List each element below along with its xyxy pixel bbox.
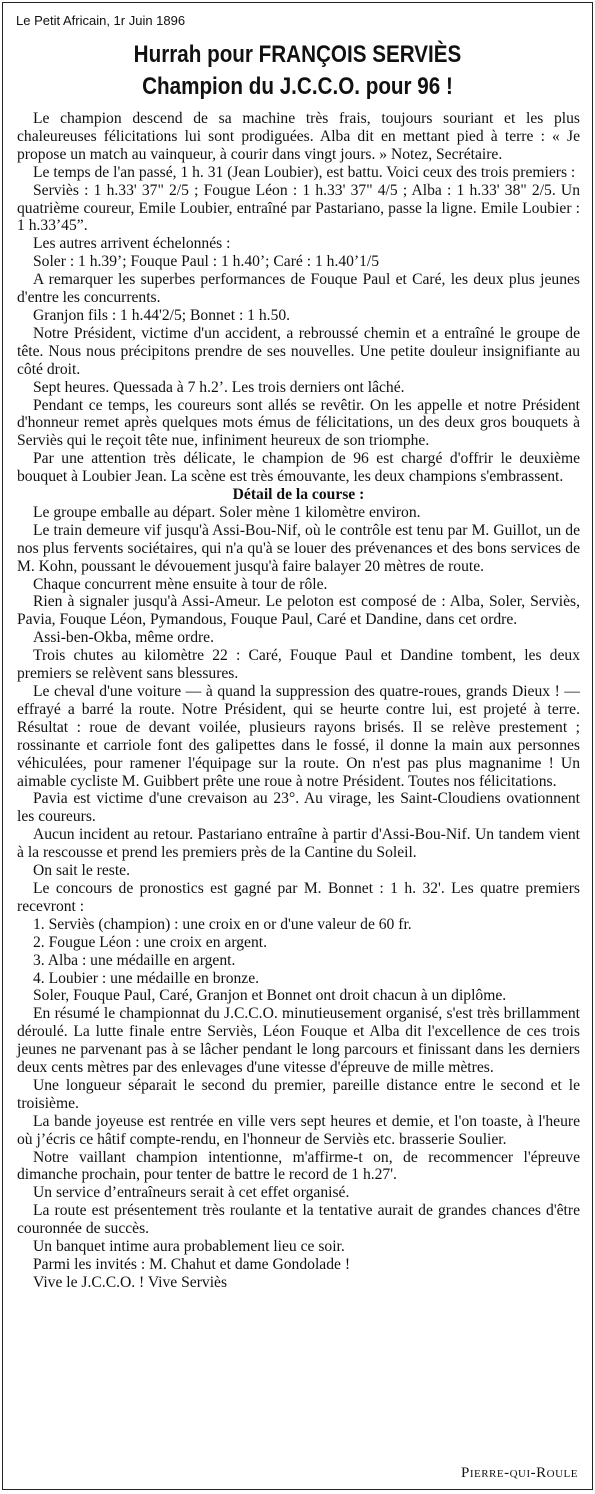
paragraph: Vive le J.C.C.O. ! Vive Serviès	[33, 1273, 228, 1291]
title-line-1: Hurrah pour FRANÇOIS SERVIÈS	[133, 41, 462, 68]
paragraph: Soler : 1 h.39’; Fouque Paul : 1 h.40’; Caré : 1 h.40’1/5	[33, 253, 380, 271]
prize-item: 2. Fougue Léon : une croix en argent.	[33, 933, 267, 951]
prize-item: 1. Serviès (champion) : une croix en or d'une valeur de 60 fr.	[33, 915, 412, 933]
paragraph: On sait le reste.	[33, 862, 130, 880]
paragraph: La bande joyeuse est rentrée en ville vers sept heures et demie, et l'on toaste, à l'heure où j’écris ce hâtif compte-rendu, en l'honneur de Serviès etc. brasserie Soulier.	[17, 1112, 580, 1148]
paragraph: Notre Président, victime d'un accident, a rebroussé chemin et a entraîné le groupe de tête. Nous nous précipitons prendre de ses nouvelles. Une petite douleur insignifiante au côté droit.	[17, 324, 580, 378]
prize-item: 4. Loubier : une médaille en bronze.	[33, 969, 260, 987]
newspaper-header: Le Petit Africain, 1r Juin 1896	[16, 13, 186, 28]
paragraph: Un banquet intime aura probablement lieu ce soir.	[33, 1238, 345, 1256]
paragraph: Un service d’entraîneurs serait à cet effet organisé.	[33, 1184, 350, 1202]
paragraph: La route est présentement très roulante et la tentative aurait de grandes chances d'être couronnée de succès.	[17, 1202, 580, 1238]
paragraph: Soler, Fouque Paul, Caré, Granjon et Bonnet ont droit chacun à un diplôme.	[33, 987, 507, 1005]
paragraph: Aucun incident au retour. Pastariano entraîne à partir d'Assi-Bou-Nif. Un tandem vient à la rescousse et prend les premiers près de la Cantine du Soleil.	[17, 826, 580, 862]
paragraph: Sept heures. Quessada à 7 h.2’. Les trois derniers ont lâché.	[33, 378, 405, 396]
paragraph: Le cheval d'une voiture — à quand la suppression des quatre-roues, grands Dieux ! — effrayé a barré la route. Notre Président, qui se heurte contre lui, est projeté à terre. Résultat : roue de devant voilée, plusieurs rayons brisés. Il se relève prestement ; rossinante et carriole font des galipettes dans le fossé, il donne la main aux personnes véhiculées, pour ramener l'équipage sur la route. On n'est pas plus magnanime ! Un aimable cycliste M. Guibbert prête une roue à notre Président. Toutes nos félicitations.	[17, 683, 580, 790]
paragraph: Le temps de l'an passé, 1 h. 31 (Jean Loubier), est battu. Voici ceux des trois premiers :	[33, 163, 576, 181]
paragraph: Granjon fils : 1 h.44'2/5; Bonnet : 1 h.50.	[33, 306, 291, 324]
paragraph: Le train demeure vif jusqu'à Assi-Bou-Nif, où le contrôle est tenu par M. Guillot, un de nos plus fervents sociétaires, qui n'a qu'à se louer des prévenances et des bons services de M. Kohn, poussant le dévouement jusqu'à faire balayer 20 mètres de route.	[17, 521, 580, 575]
paragraph: Pavia est victime d'une crevaison au 23°. Au virage, les Saint-Cloudiens ovationnent les coureurs.	[17, 790, 580, 826]
paragraph: A remarquer les superbes performances de Fouque Paul et Caré, les deux plus jeunes d'entre les concurrents.	[17, 271, 580, 307]
paragraph: Par une attention très délicate, le champion de 96 est chargé d'offrir le deuxième bouquet à Loubier Jean. La scène est très émouvante, les deux champions s'embrassent.	[17, 450, 580, 486]
article-title	[44, 39, 551, 103]
paragraph: Le groupe emballe au départ. Soler mène 1 kilomètre environ.	[33, 503, 421, 521]
paragraph: Une longueur séparait le second du premier, pareille distance entre le second et le troisième.	[17, 1076, 580, 1112]
paragraph: Rien à signaler jusqu'à Assi-Ameur. Le peloton est composé de : Alba, Soler, Serviès, Pavia, Fouque Léon, Pymandous, Fouque Paul, Caré et Dandine, dans cet ordre.	[17, 593, 580, 629]
paragraph: Parmi les invités : M. Chahut et dame Gondolade !	[33, 1256, 351, 1273]
paragraph: En résumé le championnat du J.C.C.O. minutieusement organisé, s'est très brillamment déroulé. La lutte finale entre Serviès, Léon Fouque et Alba dit l'excellence de ces trois jeunes ne parvenant pas à se lâcher pendant le long parcours et finissant dans les derniers deux cents mètres par des enlevages d'une vitesse d'épreuve de mille mètres.	[17, 1005, 580, 1077]
paragraph: Notre vaillant champion intentionne, m'affirme-t on, de recommencer l'épreuve dimanche prochain, pour tenter de battre le record de 1 h.27'.	[17, 1148, 580, 1184]
prize-item: 3. Alba : une médaille en argent.	[33, 951, 236, 969]
title-line-2: Champion du J.C.C.O. pour 96 !	[142, 73, 453, 100]
paragraph: Chaque concurrent mène ensuite à tour de rôle.	[33, 575, 328, 593]
section-subheading: Détail de la course :	[232, 486, 365, 504]
paragraph: Serviès : 1 h.33' 37" 2/5 ; Fougue Léon : 1 h.33' 37" 4/5 ; Alba : 1 h.33' 38" 2/5. Un quatrième coureur, Emile Loubier, entraîné par Pastariano, passe la ligne. Emile Loubier : 1 h.33’45”.	[17, 181, 580, 235]
paragraph: Trois chutes au kilomètre 22 : Caré, Fouque Paul et Dandine tombent, les deux premiers se relèvent sans blessures.	[17, 647, 580, 683]
article-page	[2, 2, 593, 1490]
author-signature: Pierre-qui-Roule	[461, 1465, 578, 1481]
paragraph: Les autres arrivent échelonnés :	[33, 235, 231, 253]
paragraph: Assi-ben-Okba, même ordre.	[33, 629, 215, 647]
paragraph: Le champion descend de sa machine très frais, toujours souriant et les plus chaleureuses félicitations lui sont prodiguées. Alba dit en mettant pied à terre : « Je propose un match au vainqueur, à courir dans vingt jours. » Notez, Secrétaire.	[17, 110, 580, 163]
article-body	[17, 110, 580, 1292]
paragraph: Le concours de pronostics est gagné par M. Bonnet : 1 h. 32'. Les quatre premiers recevront :	[17, 879, 580, 915]
paragraph: Pendant ce temps, les coureurs sont allés se revêtir. On les appelle et notre Président d'honneur remet après quelques mots émus de félicitations, un des deux gros bouquets à Serviès qui le reçoit tête nue, infiniment heureux de son triomphe.	[17, 396, 580, 450]
